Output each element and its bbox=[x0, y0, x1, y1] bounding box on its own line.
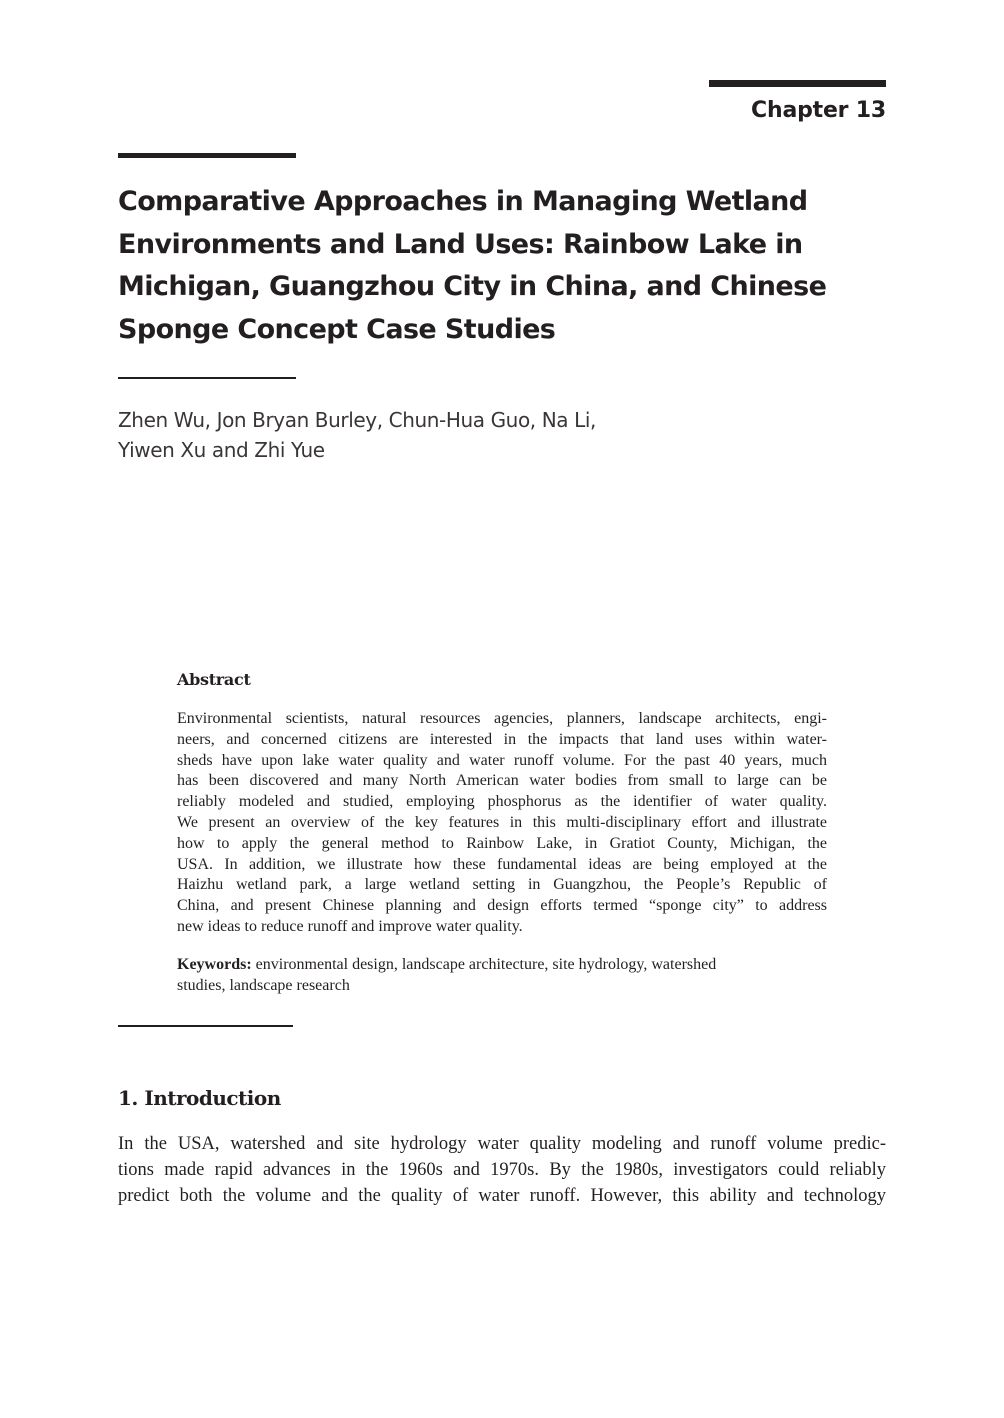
abstract-line: has been discovered and many North American water bodies from small to large can be bbox=[177, 772, 827, 790]
abstract-line: new ideas to reduce runoff and improve water quality. bbox=[177, 917, 523, 935]
keywords-label: Keywords: bbox=[177, 956, 252, 973]
abstract-heading: Abstract bbox=[177, 670, 251, 689]
abstract-line: how to apply the general method to Rainbow Lake, in Gratiot County, Michigan, the bbox=[177, 834, 827, 852]
body-line: tions made rapid advances in the 1960s and 1970s. By the 1980s, investigators could reliably bbox=[118, 1160, 886, 1180]
title-line: Sponge Concept Case Studies bbox=[118, 313, 556, 345]
abstract-line: reliably modeled and studied, employing phosphorus as the identifier of water quality. bbox=[177, 793, 827, 811]
chapter-rule bbox=[709, 80, 886, 87]
abstract-bottom-rule bbox=[118, 1025, 293, 1027]
abstract-line: We present an overview of the key features in this multi-disciplinary effort and illustrate bbox=[177, 813, 827, 831]
abstract-line: sheds have upon lake water quality and water runoff volume. For the past 40 years, much bbox=[177, 751, 827, 769]
author-line: Zhen Wu, Jon Bryan Burley, Chun-Hua Guo, Na Li, bbox=[118, 408, 596, 432]
body-line: In the USA, watershed and site hydrology water quality modeling and runoff volume predic- bbox=[118, 1134, 886, 1154]
author-list bbox=[118, 405, 818, 465]
chapter-title bbox=[118, 181, 888, 351]
title-top-rule bbox=[118, 153, 296, 158]
section-heading-introduction: 1. Introduction bbox=[118, 1085, 281, 1110]
chapter-label: Chapter 13 bbox=[751, 98, 886, 123]
title-line: Environments and Land Uses: Rainbow Lake in bbox=[118, 228, 803, 260]
abstract-line: Environmental scientists, natural resources agencies, planners, landscape architects, engi- bbox=[177, 710, 827, 727]
title-line: Comparative Approaches in Managing Wetland bbox=[118, 186, 808, 217]
author-line: Yiwen Xu and Zhi Yue bbox=[118, 438, 325, 462]
keywords-line bbox=[177, 954, 827, 975]
keywords-text: environmental design, landscape architecture, site hydrology, watershed bbox=[251, 956, 717, 973]
abstract-line: China, and present Chinese planning and design efforts termed “sponge city” to address bbox=[177, 897, 827, 915]
title-line: Michigan, Guangzhou City in China, and Chinese bbox=[118, 271, 827, 302]
keywords bbox=[177, 954, 827, 996]
abstract-line: Haizhu wetland park, a large wetland setting in Guangzhou, the People’s Republic of bbox=[177, 876, 827, 894]
abstract-line: USA. In addition, we illustrate how these fundamental ideas are being employed at the bbox=[177, 855, 827, 873]
abstract-body bbox=[177, 709, 827, 938]
title-bottom-rule bbox=[118, 377, 296, 379]
body-line: predict both the volume and the quality of water runoff. However, this ability and technology bbox=[118, 1186, 886, 1206]
introduction-body bbox=[118, 1131, 886, 1209]
keywords-line: studies, landscape research bbox=[177, 977, 350, 994]
abstract-line: neers, and concerned citizens are interested in the impacts that land uses within water- bbox=[177, 730, 827, 748]
